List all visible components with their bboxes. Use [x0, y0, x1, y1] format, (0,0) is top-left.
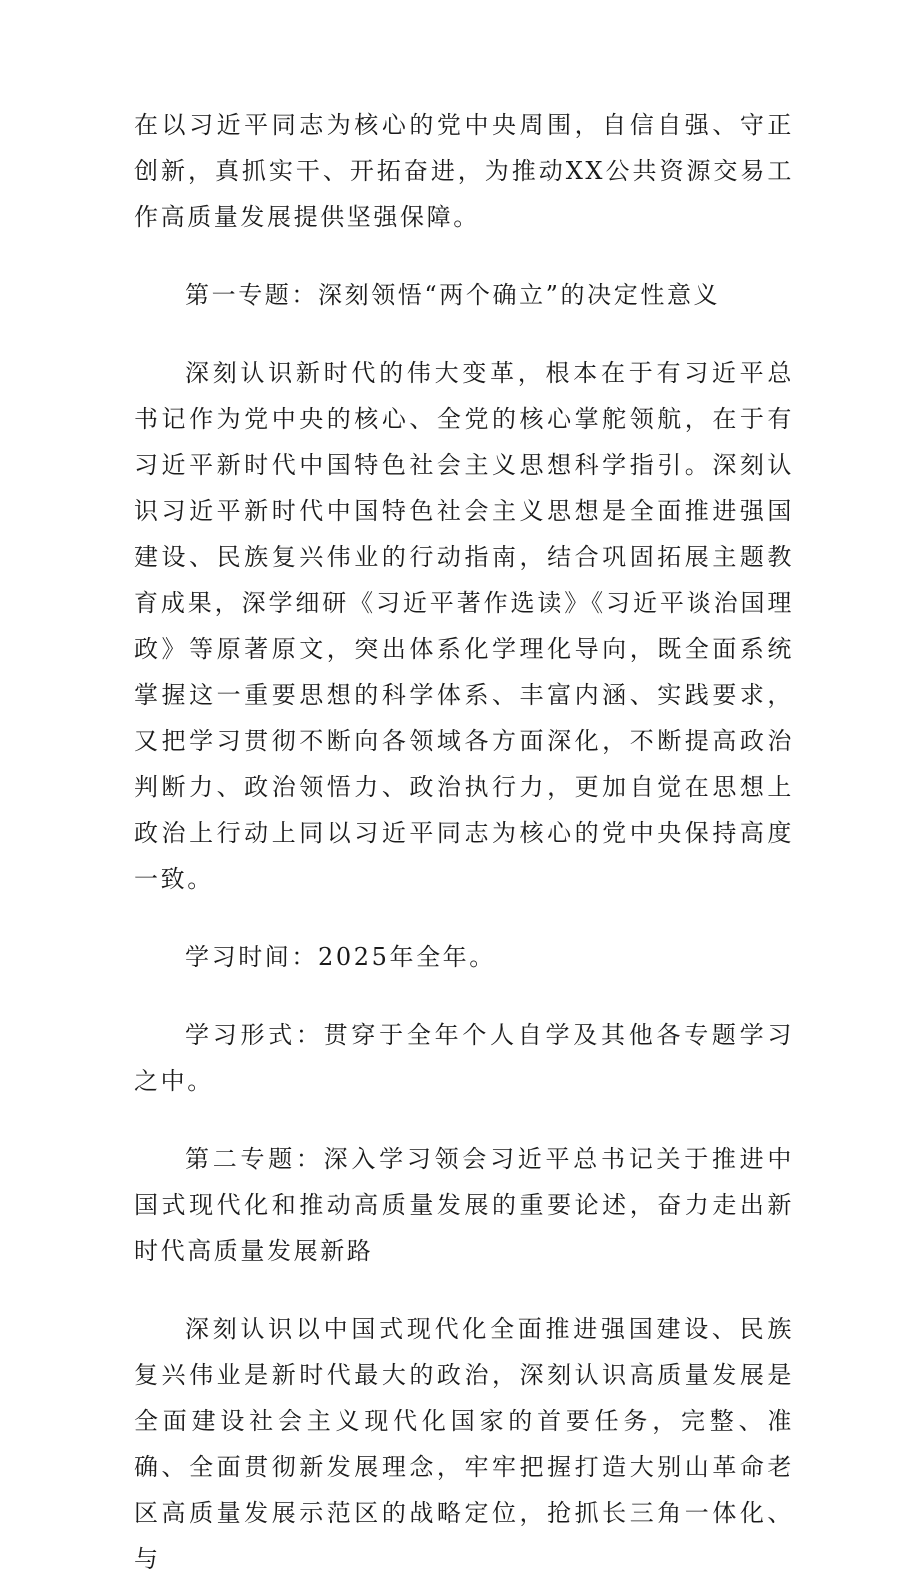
document-body [134, 102, 794, 1582]
paragraph-topic-2-body: 深刻认识以中国式现代化全面推进强国建设、民族复兴伟业是新时代最大的政治，深刻认识高质量发展是全面建设社会主义现代化国家的首要任务，完整、准确、全面贯彻新发展理念，牢牢把握打造大别山革命老区高质量发展示范区的战略定位，抢抓长三角一体化、与 [134, 1315, 794, 1573]
paragraph-intro-continuation: 在以习近平同志为核心的党中央周围，自信自强、守正创新，真抓实干、开拓奋进，为推动XX公共资源交易工作高质量发展提供坚强保障。 [134, 111, 794, 231]
section-heading-topic-2: 第二专题：深入学习领会习近平总书记关于推进中国式现代化和推动高质量发展的重要论述，奋力走出新时代高质量发展新路 [134, 1145, 794, 1265]
section-heading-topic-1: 第一专题：深刻领悟“两个确立”的决定性意义 [185, 281, 721, 309]
paragraph-topic-1-body: 深刻认识新时代的伟大变革，根本在于有习近平总书记作为党中央的核心、全党的核心掌舵领航，在于有习近平新时代中国特色社会主义思想科学指引。深刻认识习近平新时代中国特色社会主义思想是全面推进强国建设、民族复兴伟业的行动指南，结合巩固拓展主题教育成果，深学细研《习近平著作选读》《习近平谈治国理政》等原著原文，突出体系化学理化导向，既全面系统掌握这一重要思想的科学体系、丰富内涵、实践要求，又把学习贯彻不断向各领域各方面深化，不断提高政治判断力、政治领悟力、政治执行力，更加自觉在思想上政治上行动上同以习近平同志为核心的党中央保持高度一致。 [134, 359, 794, 893]
study-form-line: 学习形式：贯穿于全年个人自学及其他各专题学习之中。 [134, 1021, 794, 1095]
study-time-line: 学习时间：2025年全年。 [185, 943, 496, 971]
